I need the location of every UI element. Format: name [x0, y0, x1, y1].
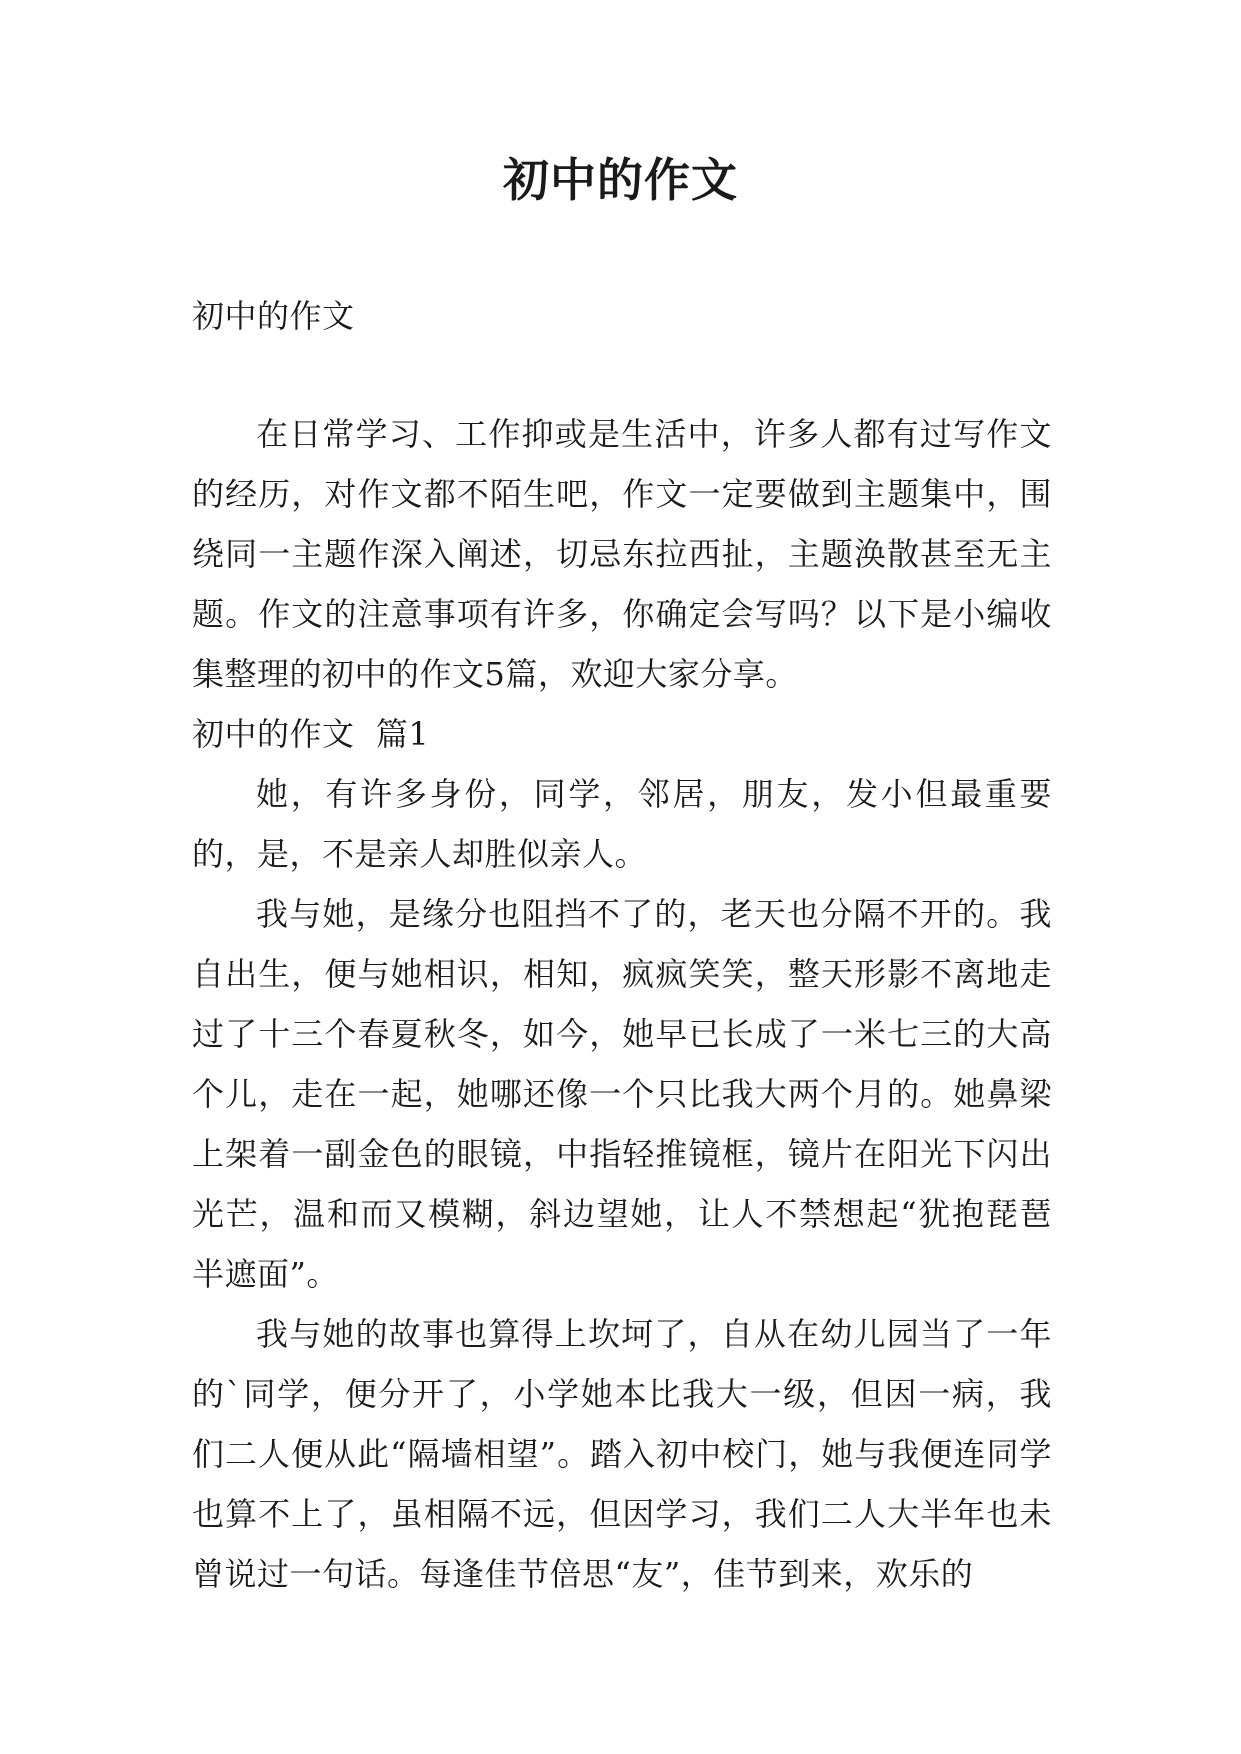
section-heading: 初中的作文 篇1 — [192, 715, 430, 753]
document-subtitle: 初中的作文 — [192, 297, 355, 335]
intro-paragraph: 在日常学习、工作抑或是生活中，许多人都有过写作文的经历，对作文都不陌生吧，作文一定要做到主题集中，围绕同一主题作深入阐述，切忌东拉西扯，主题涣散甚至无主题。作文的注意事项有许多，你确定会写吗？以下是小编收集整理的初中的作文5篇，欢迎大家分享。 — [192, 415, 1052, 693]
document-body — [192, 286, 1052, 1604]
document-title: 初中的作文 — [503, 153, 738, 207]
body-paragraph: 她，有许多身份，同学，邻居，朋友，发小但最重要的，是，不是亲人却胜似亲人。 — [192, 775, 1052, 873]
body-paragraph: 我与她，是缘分也阻挡不了的，老天也分隔不开的。我自出生，便与她相识，相知，疯疯笑笑，整天形影不离地走过了十三个春夏秋冬，如今，她早已长成了一米七三的大高个儿，走在一起，她哪还像一个只比我大两个月的。她鼻梁上架着一副金色的眼镜，中指轻推镜框，镜片在阳光下闪出光芒，温和而又模糊，斜边望她，让人不禁想起“犹抱琵琶半遮面”。 — [192, 895, 1052, 1293]
body-paragraph: 我与她的故事也算得上坎坷了，自从在幼儿园当了一年的`同学，便分开了，小学她本比我大一级，但因一病，我们二人便从此“隔墙相望”。踏入初中校门，她与我便连同学也算不上了，虽相隔不远，但因学习，我们二人大半年也未曾说过一句话。每逢佳节倍思“友”，佳节到来，欢乐的 — [192, 1315, 1052, 1593]
